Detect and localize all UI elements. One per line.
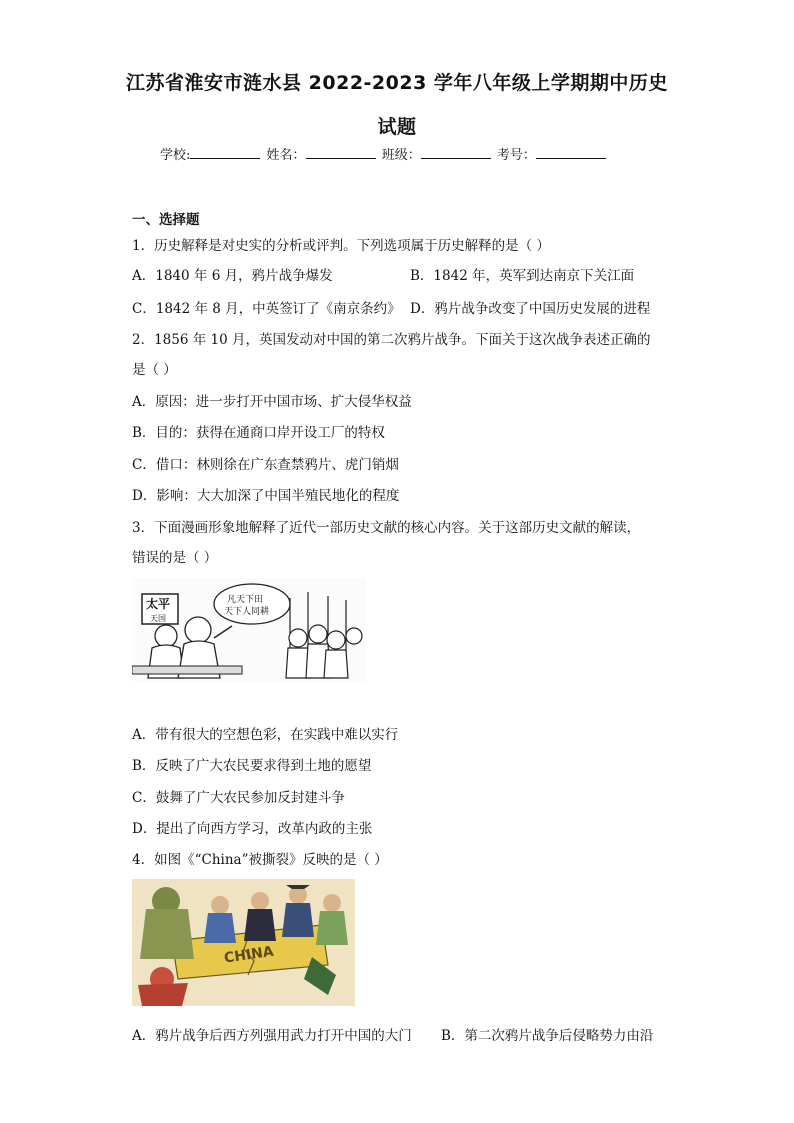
- exam-title-line1: 江苏省淮安市涟水县 2022-2023 学年八年级上学期期中历史: [126, 72, 668, 94]
- question-3-stem-line2: 错误的是（ ）: [132, 550, 218, 566]
- question-2-option-d[interactable]: D．影响：大大加深了中国半殖民地化的程度: [132, 488, 400, 504]
- question-1-option-a[interactable]: A．1840 年 6 月，鸦片战争爆发: [132, 268, 333, 284]
- class-label: 班级：: [381, 148, 421, 163]
- question-2-stem-line2: 是（ ）: [132, 362, 177, 378]
- name-blank[interactable]: [306, 145, 376, 159]
- question-1-option-c[interactable]: C．1842 年 8 月，中英签订了《南京条约》: [132, 301, 401, 317]
- question-1-stem: 1．历史解释是对史实的分析或评判。下列选项属于历史解释的是（ ）: [132, 238, 550, 254]
- question-3-option-d[interactable]: D．提出了向西方学习，改革内政的主张: [132, 821, 373, 837]
- question-2-option-a[interactable]: A．原因：进一步打开中国市场、扩大侵华权益: [132, 394, 412, 410]
- name-label: 姓名：: [266, 148, 306, 163]
- bubble-text-2: 天下人同耕: [224, 607, 270, 617]
- school-blank[interactable]: [190, 145, 260, 159]
- flag-text-2: 天国: [150, 614, 166, 623]
- question-2-option-b[interactable]: B．目的：获得在通商口岸开设工厂的特权: [132, 425, 385, 441]
- class-blank[interactable]: [421, 145, 491, 159]
- school-label: 学校:: [160, 148, 191, 163]
- question-4-option-b[interactable]: B．第二次鸦片战争后侵略势力由沿: [441, 1028, 654, 1044]
- flag-text-1: 太平: [146, 597, 171, 611]
- bubble-text-1: 凡天下田: [227, 595, 264, 605]
- banner-text: CHINA: [223, 943, 275, 967]
- question-4-option-a[interactable]: A．鸦片战争后西方列强用武力打开中国的大门: [132, 1028, 412, 1044]
- question-3-stem-line1: 3．下面漫画形象地解释了近代一部历史文献的核心内容。关于这部历史文献的解读，: [132, 520, 641, 536]
- question-4-stem: 4．如图《“China”被撕裂》反映的是（ ）: [132, 852, 388, 868]
- question-1-option-b[interactable]: B．1842 年，英军到达南京下关江面: [410, 268, 635, 284]
- number-blank[interactable]: [536, 145, 606, 159]
- exam-title-line2: 试题: [377, 116, 417, 138]
- section-heading: 一、选择题: [132, 212, 200, 228]
- question-1-option-d[interactable]: D．鸦片战争改变了中国历史发展的进程: [410, 301, 651, 317]
- china-torn-cartoon-image: [132, 879, 355, 1006]
- question-2-stem-line1: 2．1856 年 10 月，英国发动对中国的第二次鸦片战争。下面关于这次战争表述正确的: [132, 332, 651, 348]
- number-label: 考号：: [496, 148, 536, 163]
- question-2-option-c[interactable]: C．借口：林则徐在广东查禁鸦片、虎门销烟: [132, 457, 399, 473]
- question-3-option-c[interactable]: C．鼓舞了广大农民参加反封建斗争: [132, 790, 345, 806]
- taiping-cartoon-image: [132, 578, 366, 682]
- question-3-option-a[interactable]: A．带有很大的空想色彩，在实践中难以实行: [132, 727, 399, 743]
- student-info-row: [160, 144, 608, 163]
- question-3-option-b[interactable]: B．反映了广大农民要求得到土地的愿望: [132, 758, 372, 774]
